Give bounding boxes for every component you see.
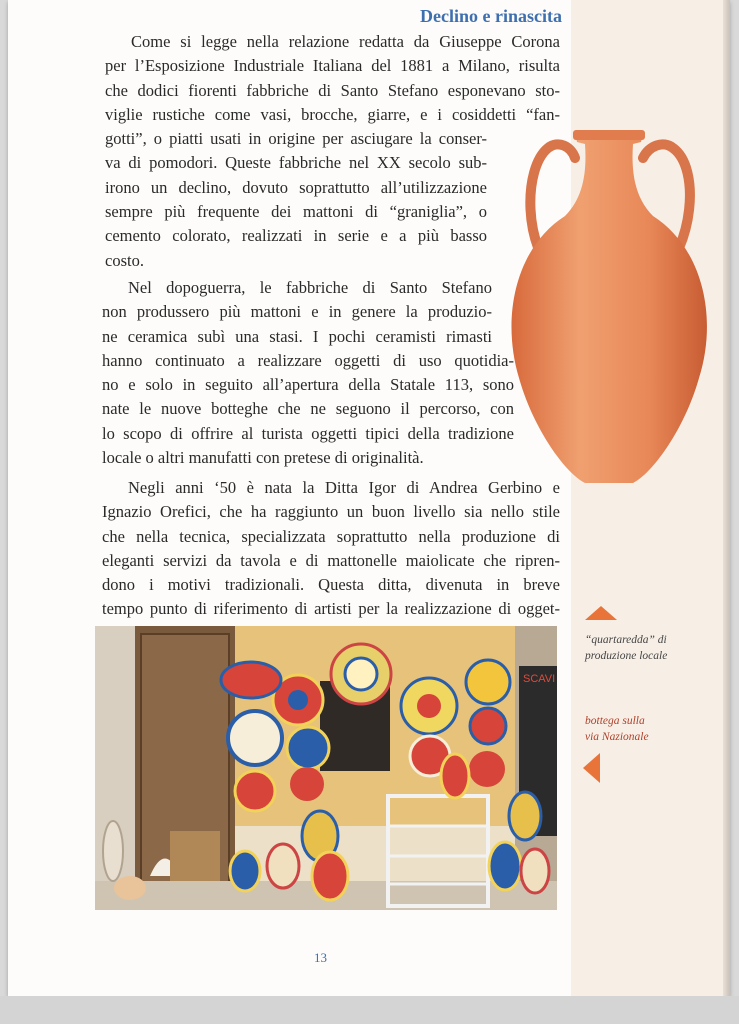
- text-line: Nel dopoguerra, le fabbriche di Santo Stefano: [128, 278, 492, 297]
- page-edge-shadow: [723, 0, 730, 996]
- caption-line: produzione locale: [585, 650, 668, 662]
- text-line: dono i motivi tradizionali. Questa ditta, divenuta in breve: [102, 575, 560, 595]
- text-line: che dodici fiorenti fabbriche di Santo Stefano esponevano sto-: [105, 80, 560, 100]
- text-line: locale o altri manufatti con pretese di originalità.: [102, 448, 424, 468]
- text-line: ne ceramica subì una stasi. I pochi ceramisti rimasti: [102, 326, 492, 346]
- text-line: che nella tecnica, specializzata soprattutto nella produzione di: [102, 526, 560, 546]
- caption-line: “quartaredda” di: [585, 634, 667, 646]
- text-line: cemento colorato, realizzati in serie e a più basso: [105, 226, 487, 246]
- text-line: va di pomodori. Queste fabbriche nel XX secolo sub-: [105, 153, 487, 173]
- shop-caption: [585, 713, 649, 745]
- text-line: Come si legge nella relazione redatta da Giuseppe Corona: [131, 32, 560, 51]
- text-line: nate le nuove botteghe che ne seguono il percorso, con: [102, 399, 514, 419]
- text-line: hanno continuato a realizzare oggetti di uso quotidia-: [102, 350, 514, 370]
- text-line: viglie rustiche come vasi, brocche, giarre, e i cosiddetti “fan-: [105, 104, 560, 124]
- section-title: Declino e rinascita: [420, 6, 562, 26]
- text-line: lo scopo di offrire al turista oggetti tipici della tradizione: [102, 423, 514, 443]
- amphora-caption: [585, 632, 667, 664]
- text-line: per l’Esposizione Industriale Italiana del 1881 a Milano, risulta: [105, 56, 560, 76]
- page-number: 13: [314, 950, 327, 965]
- amphora-image: [503, 128, 713, 490]
- text-line: sempre più frequente dei mattoni di “graniglia”, o: [105, 202, 487, 222]
- paragraph-1: [105, 30, 560, 273]
- shop-photo: [95, 626, 557, 910]
- paragraph-2: [102, 276, 514, 470]
- shop-sign: SCAVI: [523, 673, 556, 685]
- text-line: Negli anni ‘50 è nata la Ditta Igor di Andrea Gerbino e: [128, 478, 560, 497]
- book-page: [8, 0, 730, 996]
- page-bottom-shadow: [0, 996, 739, 1024]
- text-line: costo.: [105, 250, 144, 270]
- arrow-left-icon: [583, 753, 600, 783]
- arrow-up-icon: [585, 606, 617, 620]
- text-line: gotti”, o piatti usati in origine per asciugare la conser-: [105, 129, 487, 149]
- text-line: non produssero più mattoni e in genere la produzio-: [102, 302, 492, 322]
- caption-line: via Nazionale: [585, 731, 649, 743]
- text-line: Ignazio Orefici, che ha raggiunto un buon livello sia nello stile: [102, 502, 560, 522]
- text-line: irono un declino, dovuto soprattutto all’utilizzazione: [105, 177, 487, 197]
- text-line: no e solo in seguito all’apertura della Statale 113, sono: [102, 375, 514, 395]
- caption-line: bottega sulla: [585, 715, 645, 727]
- text-line: eleganti servizi da tavola e di mattonelle maiolicate che ripren-: [102, 550, 560, 570]
- text-line: tempo punto di riferimento di artisti per la realizzazione di ogget-: [102, 599, 560, 619]
- paragraph-3: [102, 476, 560, 622]
